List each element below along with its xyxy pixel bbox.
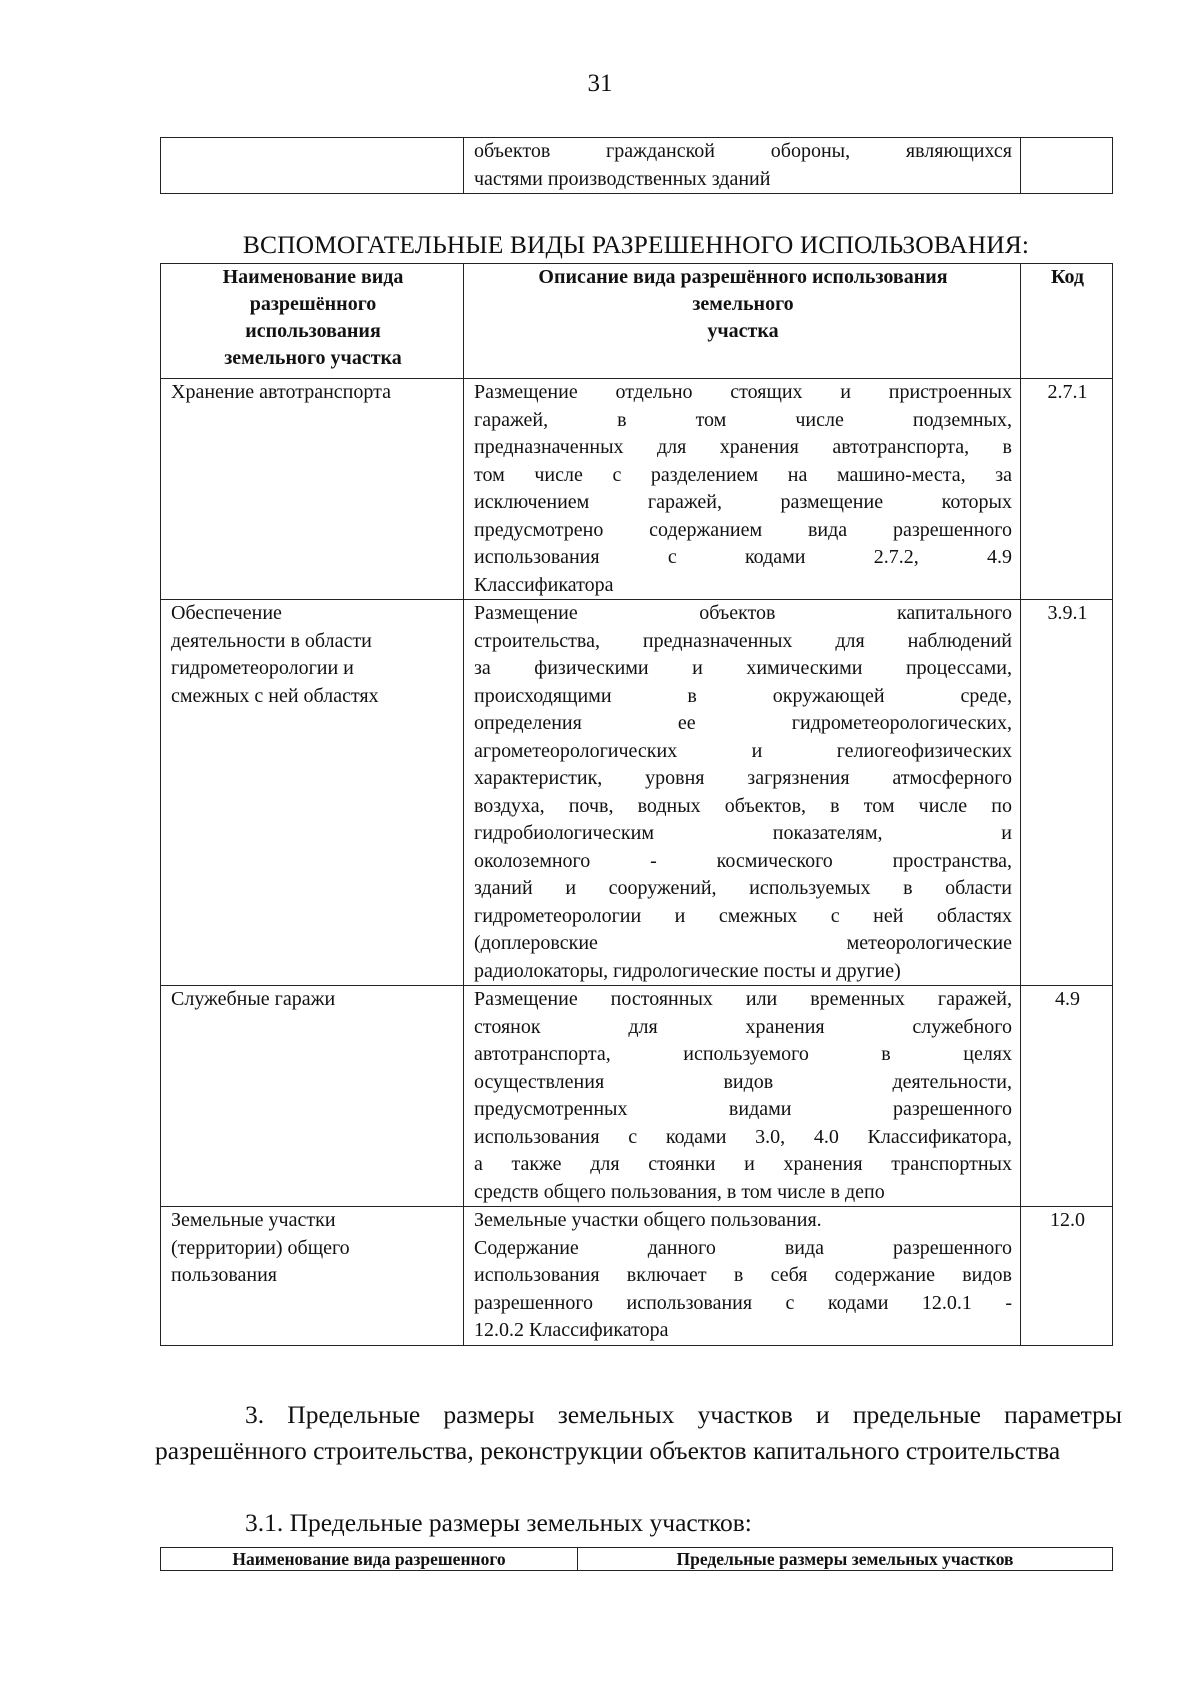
auxiliary-uses-table [160,263,1113,1346]
use-code-cell: 3.9.1 [1021,600,1113,986]
use-description-cell: Размещение постоянных или временных гаражей, стоянок для хранения служебного автотранспорта, используемого в целях осуществления видов деятельности, предусмотренных видами разрешенного использования с кодами 3.0, 4.0 Классификатора, а также для стоянки и хранения транспортных средств общего пользования, в том числе в депо [464,986,1021,1207]
use-name-cell: Земельные участки (территории) общего пользования [161,1207,464,1346]
description-line: частями производственных зданий [474,167,771,190]
table-row [161,986,1113,1207]
use-name-cell [161,138,464,194]
use-name-cell: Служебные гаражи [161,986,464,1207]
use-code-cell: 4.9 [1021,986,1113,1207]
header-code: Код [1021,264,1113,379]
paragraph-3-1: 3.1. Предельные размеры земельных участков: [245,1508,752,1537]
header-name: Наименование вида разрешённого использования земельного участка [161,264,464,379]
table-header-row [161,1548,1113,1571]
use-description-cell [464,138,1021,194]
use-description-cell: Размещение объектов капитального строительства, предназначенных для наблюдений за физическими и химическими процессами, происходящими в окружающей среде, определения ее гидрометеорологических, агрометеорологических и гелиогеофизических характеристик, уровня загрязнения атмосферного воздуха, почв, водных объектов, в том числе по гидробиологическим показателям, и околоземного - космического пространства, зданий и сооружений, используемых в области гидрометеорологии и смежных с ней областях (доплеровские метеорологические радиолокаторы, гидрологические посты и другие) [464,600,1021,986]
paragraph-3: 3. Предельные размеры земельных участков и предельные параметры разрешённого строительства, реконструкции объектов капитального строительства [155,1400,1122,1465]
use-name-cell: Хранение автотранспорта [161,379,464,600]
continued-table [160,137,1113,194]
section-heading: ВСПОМОГАТЕЛЬНЫЕ ВИДЫ РАЗРЕШЕННОГО ИСПОЛЬЗОВАНИЯ: [242,230,1030,259]
header-plot-size: Предельные размеры земельных участков [578,1548,1113,1571]
table-row [161,379,1113,600]
header-description: Описание вида разрешённого использования земельного участка [464,264,1021,379]
use-name-cell: Обеспечение деятельности в области гидрометеорологии и смежных с ней областях [161,600,464,986]
use-code-cell: 2.7.1 [1021,379,1113,600]
table-row [161,138,1113,194]
use-description-cell: Земельные участки общего пользования. Содержание данного вида разрешенного использования включает в себя содержание видов разрешенного использования с кодами 12.0.1 - 12.0.2 Классификатора [464,1207,1021,1346]
plot-size-table [160,1547,1113,1571]
table-header-row [161,264,1113,379]
description-line: объектов гражданской обороны, являющихся [474,140,1012,162]
header-use-name: Наименование вида разрешенного [161,1548,578,1571]
table-row [161,600,1113,986]
page-number: 31 [587,70,613,97]
use-description-cell: Размещение отдельно стоящих и пристроенных гаражей, в том числе подземных, предназначенных для хранения автотранспорта, в том числе с разделением на машино-места, за исключением гаражей, размещение которых предусмотрено содержанием вида разрешенного использования с кодами 2.7.2, 4.9 Классификатора [464,379,1021,600]
use-code-cell [1021,138,1113,194]
use-code-cell: 12.0 [1021,1207,1113,1346]
table-row [161,1207,1113,1346]
